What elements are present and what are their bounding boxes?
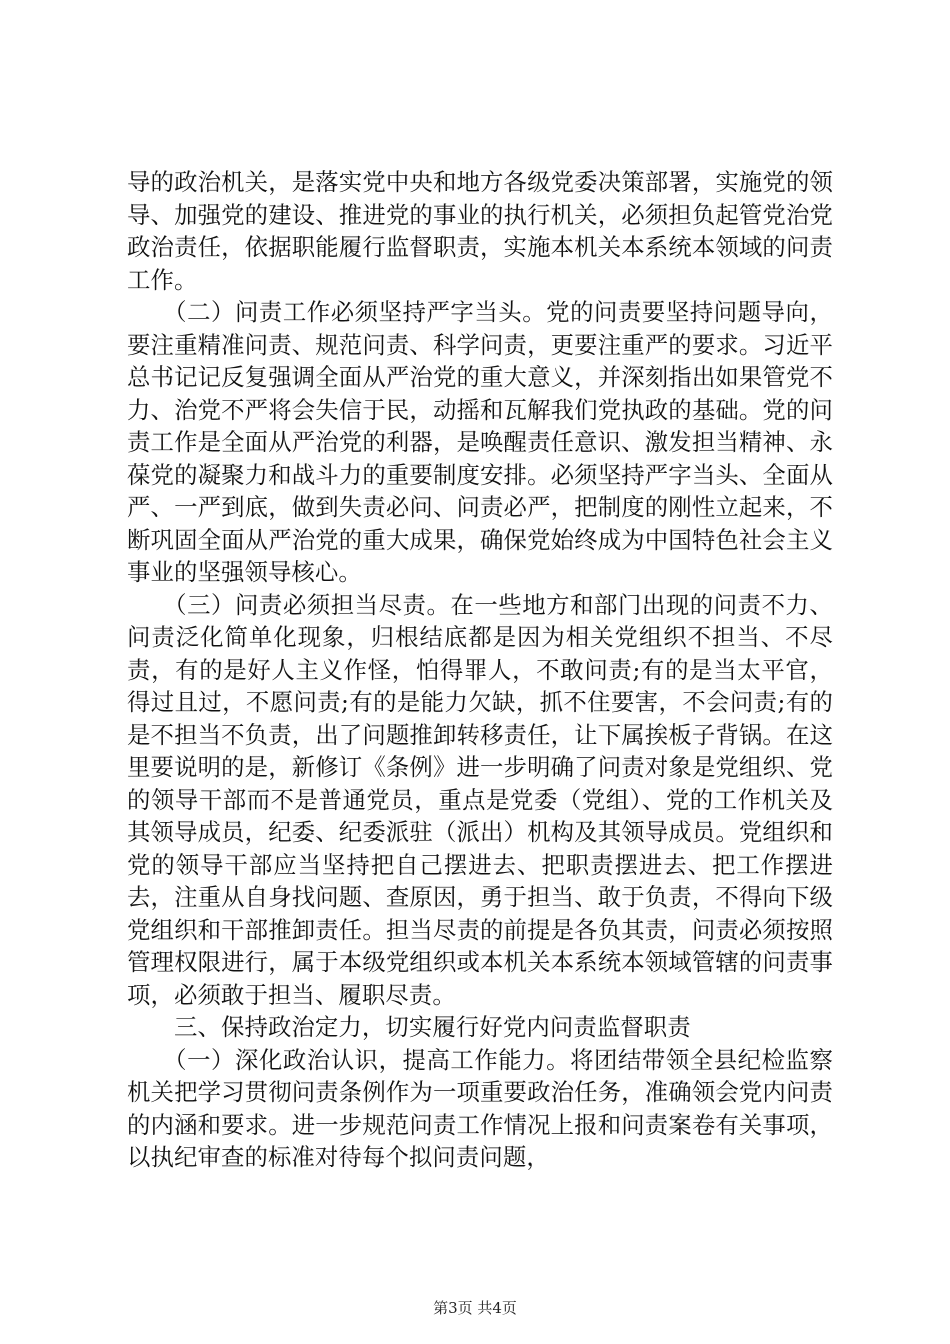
paragraph-section-2: （二）问责工作必须坚持严字当头。党的问责要坚持问题导向，要注重精准问责、规范问责、科学问责，更要注重严的要求。习近平总书记记反复强调全面从严治党的重大意义，并深刻指出如果管党不力、治党不严将会失信于民，动摇和瓦解我们党执政的基础。党的问责工作是全面从严治党的利器，是唤醒责任意识、激发担当精神、永葆党的凝聚力和战斗力的重要制度安排。必须坚持严字当头、全面从严、一严到底，做到失责必问、问责必严，把制度的刚性立起来，不断巩固全面从严治党的重大成果，确保党始终成为中国特色社会主义事业的坚强领导核心。 [127,298,833,586]
heading-part-3: 三、保持政治定力，切实履行好党内问责监督职责 [127,1013,691,1041]
body-text [127,166,833,1174]
page-footer: 第3页 共4页 [433,1299,517,1317]
paragraph-section-3: （三）问责必须担当尽责。在一些地方和部门出现的问责不力、问责泛化简单化现象，归根结底都是因为相关党组织不担当、不尽责，有的是好人主义作怪，怕得罪人，不敢问责;有的是当太平官，得过且过，不愿问责;有的是能力欠缺，抓不住要害，不会问责;有的是不担当不负责，出了问题推卸转移责任，让下属挨板子背锅。在这里要说明的是，新修订《条例》进一步明确了问责对象是党组织、党的领导干部而不是普通党员，重点是党委（党组）、党的工作机关及其领导成员，纪委、纪委派驻（派出）机构及其领导成员。党组织和党的领导干部应当坚持把自己摆进去、把职责摆进去、把工作摆进去，注重从自身找问题、查原因，勇于担当、敢于负责，不得向下级党组织和干部推卸责任。担当尽责的前提是各负其责，问责必须按照管理权限进行，属于本级党组织或本机关本系统本领域管辖的问责事项，必须敢于担当、履职尽责。 [127,590,833,1009]
paragraph-subsection-1: （一）深化政治认识，提高工作能力。将团结带领全县纪检监察机关把学习贯彻问责条例作为一项重要政治任务，准确领会党内问责的内涵和要求。进一步规范问责工作情况上报和问责案卷有关事项，以执纪审查的标准对待每个拟问责问题， [127,1045,833,1171]
paragraph-continuation: 导的政治机关，是落实党中央和地方各级党委决策部署，实施党的领导、加强党的建设、推进党的事业的执行机关，必须担负起管党治党政治责任，依据职能履行监督职责，实施本机关本系统本领域的问责工作。 [127,168,833,294]
